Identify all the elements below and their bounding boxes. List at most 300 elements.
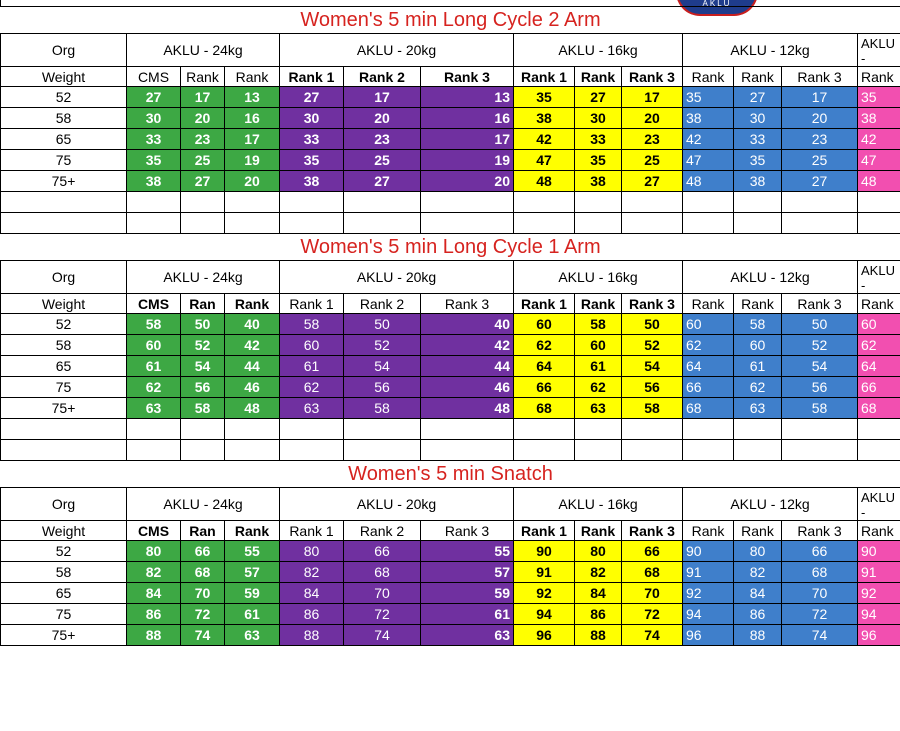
value-cell: 66 bbox=[181, 541, 225, 562]
value-cell: 90 bbox=[858, 541, 900, 562]
blank-row bbox=[1, 440, 900, 461]
weight-cell: 75 bbox=[1, 150, 127, 171]
column-header: Rank 2 bbox=[344, 67, 421, 87]
blank-cell bbox=[575, 213, 622, 234]
group-header: AKLU - bbox=[858, 261, 900, 294]
table-row bbox=[1, 377, 900, 398]
value-cell: 82 bbox=[734, 562, 782, 583]
value-cell: 25 bbox=[782, 150, 858, 171]
blank-cell bbox=[225, 419, 280, 440]
value-cell: 94 bbox=[683, 604, 734, 625]
blank-cell bbox=[127, 192, 181, 213]
value-cell: 91 bbox=[683, 562, 734, 583]
blank-cell bbox=[181, 213, 225, 234]
value-cell: 13 bbox=[225, 87, 280, 108]
subheader-row bbox=[1, 67, 900, 87]
value-cell: 13 bbox=[421, 87, 514, 108]
weight-cell: 75+ bbox=[1, 625, 127, 646]
value-cell: 20 bbox=[622, 108, 683, 129]
value-cell: 80 bbox=[280, 541, 344, 562]
column-header: Rank bbox=[575, 67, 622, 87]
value-cell: 42 bbox=[683, 129, 734, 150]
blank-cell bbox=[734, 440, 782, 461]
value-cell: 38 bbox=[280, 171, 344, 192]
value-cell: 38 bbox=[858, 108, 900, 129]
value-cell: 17 bbox=[421, 129, 514, 150]
blank-cell bbox=[575, 440, 622, 461]
value-cell: 35 bbox=[858, 87, 900, 108]
column-header: Rank 3 bbox=[622, 67, 683, 87]
blank-cell bbox=[280, 192, 344, 213]
value-cell: 38 bbox=[127, 171, 181, 192]
group-header: AKLU - 24kg bbox=[127, 261, 280, 294]
column-header: Rank bbox=[734, 294, 782, 314]
value-cell: 86 bbox=[734, 604, 782, 625]
value-cell: 80 bbox=[734, 541, 782, 562]
blank-cell bbox=[683, 419, 734, 440]
value-cell: 84 bbox=[280, 583, 344, 604]
value-cell: 92 bbox=[514, 583, 575, 604]
value-cell: 60 bbox=[280, 335, 344, 356]
blank-cell bbox=[280, 419, 344, 440]
blank-cell bbox=[734, 213, 782, 234]
value-cell: 62 bbox=[514, 335, 575, 356]
column-header: Rank 1 bbox=[280, 521, 344, 541]
column-header: Rank bbox=[734, 521, 782, 541]
value-cell: 84 bbox=[575, 583, 622, 604]
value-cell: 64 bbox=[514, 356, 575, 377]
value-cell: 54 bbox=[622, 356, 683, 377]
blank-cell bbox=[683, 213, 734, 234]
value-cell: 54 bbox=[782, 356, 858, 377]
value-cell: 68 bbox=[782, 562, 858, 583]
value-cell: 86 bbox=[280, 604, 344, 625]
blank-row bbox=[1, 213, 900, 234]
value-cell: 90 bbox=[683, 541, 734, 562]
column-header: Rank 2 bbox=[344, 294, 421, 314]
blank-cell bbox=[344, 192, 421, 213]
value-cell: 50 bbox=[782, 314, 858, 335]
value-cell: 27 bbox=[734, 87, 782, 108]
weight-cell: 65 bbox=[1, 583, 127, 604]
blank-cell bbox=[127, 440, 181, 461]
value-cell: 58 bbox=[127, 314, 181, 335]
org-label: Org bbox=[1, 34, 127, 67]
column-header: Rank bbox=[575, 294, 622, 314]
value-cell: 64 bbox=[683, 356, 734, 377]
value-cell: 66 bbox=[344, 541, 421, 562]
weight-cell: 65 bbox=[1, 129, 127, 150]
value-cell: 63 bbox=[575, 398, 622, 419]
column-header: Rank 1 bbox=[280, 294, 344, 314]
blank-cell bbox=[782, 419, 858, 440]
weight-cell: 52 bbox=[1, 314, 127, 335]
value-cell: 80 bbox=[575, 541, 622, 562]
blank-cell bbox=[181, 192, 225, 213]
value-cell: 66 bbox=[514, 377, 575, 398]
blank-cell bbox=[344, 419, 421, 440]
value-cell: 92 bbox=[683, 583, 734, 604]
value-cell: 82 bbox=[127, 562, 181, 583]
section-title-row bbox=[1, 7, 900, 34]
value-cell: 47 bbox=[683, 150, 734, 171]
column-header: Rank bbox=[683, 67, 734, 87]
blank-cell bbox=[622, 440, 683, 461]
blank-cell bbox=[622, 192, 683, 213]
value-cell: 57 bbox=[421, 562, 514, 583]
value-cell: 38 bbox=[734, 171, 782, 192]
column-header: Ran bbox=[181, 521, 225, 541]
value-cell: 20 bbox=[421, 171, 514, 192]
value-cell: 61 bbox=[280, 356, 344, 377]
value-cell: 42 bbox=[225, 335, 280, 356]
column-header: Rank bbox=[858, 521, 900, 541]
value-cell: 63 bbox=[127, 398, 181, 419]
blank-cell bbox=[734, 192, 782, 213]
group-header: AKLU - bbox=[858, 488, 900, 521]
value-cell: 58 bbox=[782, 398, 858, 419]
value-cell: 68 bbox=[622, 562, 683, 583]
value-cell: 74 bbox=[181, 625, 225, 646]
value-cell: 46 bbox=[225, 377, 280, 398]
value-cell: 58 bbox=[344, 398, 421, 419]
value-cell: 25 bbox=[181, 150, 225, 171]
column-header: Rank 3 bbox=[622, 294, 683, 314]
value-cell: 58 bbox=[575, 314, 622, 335]
value-cell: 38 bbox=[575, 171, 622, 192]
value-cell: 94 bbox=[858, 604, 900, 625]
value-cell: 62 bbox=[280, 377, 344, 398]
section-title-row bbox=[1, 461, 900, 488]
column-header: Rank bbox=[225, 67, 280, 87]
value-cell: 30 bbox=[575, 108, 622, 129]
blank-cell bbox=[421, 192, 514, 213]
blank-cell bbox=[1, 419, 127, 440]
value-cell: 66 bbox=[683, 377, 734, 398]
value-cell: 60 bbox=[514, 314, 575, 335]
value-cell: 50 bbox=[344, 314, 421, 335]
column-header: Rank 3 bbox=[782, 521, 858, 541]
table-row bbox=[1, 150, 900, 171]
value-cell: 56 bbox=[181, 377, 225, 398]
group-header: AKLU - 24kg bbox=[127, 34, 280, 67]
value-cell: 55 bbox=[421, 541, 514, 562]
value-cell: 50 bbox=[181, 314, 225, 335]
org-row bbox=[1, 34, 900, 67]
value-cell: 86 bbox=[127, 604, 181, 625]
value-cell: 48 bbox=[225, 398, 280, 419]
blank-cell bbox=[622, 213, 683, 234]
value-cell: 52 bbox=[344, 335, 421, 356]
subheader-row bbox=[1, 294, 900, 314]
value-cell: 91 bbox=[514, 562, 575, 583]
value-cell: 63 bbox=[421, 625, 514, 646]
table-row bbox=[1, 129, 900, 150]
column-header: Rank bbox=[858, 294, 900, 314]
value-cell: 94 bbox=[514, 604, 575, 625]
value-cell: 52 bbox=[622, 335, 683, 356]
blank-cell bbox=[421, 440, 514, 461]
group-header: AKLU - 24kg bbox=[127, 488, 280, 521]
org-row bbox=[1, 261, 900, 294]
weight-cell: 52 bbox=[1, 541, 127, 562]
value-cell: 25 bbox=[622, 150, 683, 171]
blank-cell bbox=[225, 440, 280, 461]
group-header: AKLU - 20kg bbox=[280, 488, 514, 521]
org-row bbox=[1, 488, 900, 521]
value-cell: 66 bbox=[622, 541, 683, 562]
value-cell: 27 bbox=[782, 171, 858, 192]
value-cell: 16 bbox=[421, 108, 514, 129]
blank-cell bbox=[514, 213, 575, 234]
column-header: Rank bbox=[575, 521, 622, 541]
weight-cell: 58 bbox=[1, 108, 127, 129]
value-cell: 60 bbox=[575, 335, 622, 356]
blank-cell bbox=[181, 440, 225, 461]
value-cell: 17 bbox=[622, 87, 683, 108]
value-cell: 23 bbox=[181, 129, 225, 150]
column-header: Rank 3 bbox=[421, 521, 514, 541]
column-header: Rank 1 bbox=[514, 294, 575, 314]
value-cell: 35 bbox=[575, 150, 622, 171]
column-header: Rank bbox=[181, 67, 225, 87]
blank-cell bbox=[858, 213, 900, 234]
column-header: Rank bbox=[734, 67, 782, 87]
blank-cell bbox=[181, 419, 225, 440]
value-cell: 60 bbox=[683, 314, 734, 335]
group-header: AKLU - 12kg bbox=[683, 34, 858, 67]
blank-cell bbox=[683, 440, 734, 461]
value-cell: 64 bbox=[858, 356, 900, 377]
value-cell: 60 bbox=[734, 335, 782, 356]
section-title: Women's 5 min Long Cycle 1 Arm bbox=[1, 234, 900, 261]
column-header: CMS bbox=[127, 67, 181, 87]
table-row bbox=[1, 583, 900, 604]
value-cell: 70 bbox=[782, 583, 858, 604]
value-cell: 33 bbox=[280, 129, 344, 150]
blank-cell bbox=[622, 419, 683, 440]
value-cell: 30 bbox=[127, 108, 181, 129]
group-header: AKLU - 16kg bbox=[514, 488, 683, 521]
value-cell: 72 bbox=[782, 604, 858, 625]
value-cell: 92 bbox=[858, 583, 900, 604]
value-cell: 52 bbox=[181, 335, 225, 356]
value-cell: 58 bbox=[734, 314, 782, 335]
column-header: Rank 3 bbox=[782, 67, 858, 87]
value-cell: 19 bbox=[421, 150, 514, 171]
blank-cell bbox=[782, 440, 858, 461]
weight-cell: 52 bbox=[1, 87, 127, 108]
value-cell: 59 bbox=[421, 583, 514, 604]
column-header: Rank 3 bbox=[622, 521, 683, 541]
column-header: Rank 2 bbox=[344, 521, 421, 541]
value-cell: 48 bbox=[514, 171, 575, 192]
blank-cell bbox=[421, 213, 514, 234]
value-cell: 54 bbox=[344, 356, 421, 377]
table-row bbox=[1, 108, 900, 129]
value-cell: 56 bbox=[782, 377, 858, 398]
group-header: AKLU - 20kg bbox=[280, 261, 514, 294]
value-cell: 55 bbox=[225, 541, 280, 562]
value-cell: 68 bbox=[344, 562, 421, 583]
column-header: Rank bbox=[858, 67, 900, 87]
group-header: AKLU - 12kg bbox=[683, 261, 858, 294]
org-label: Org bbox=[1, 488, 127, 521]
value-cell: 74 bbox=[622, 625, 683, 646]
column-header: CMS bbox=[127, 294, 181, 314]
value-cell: 63 bbox=[280, 398, 344, 419]
blank-cell bbox=[858, 440, 900, 461]
value-cell: 60 bbox=[127, 335, 181, 356]
value-cell: 33 bbox=[575, 129, 622, 150]
value-cell: 38 bbox=[514, 108, 575, 129]
value-cell: 74 bbox=[344, 625, 421, 646]
value-cell: 35 bbox=[280, 150, 344, 171]
value-cell: 91 bbox=[858, 562, 900, 583]
column-header: Rank bbox=[225, 294, 280, 314]
column-header: CMS bbox=[127, 521, 181, 541]
column-header: Rank 1 bbox=[280, 67, 344, 87]
value-cell: 46 bbox=[421, 377, 514, 398]
value-cell: 68 bbox=[858, 398, 900, 419]
value-cell: 63 bbox=[225, 625, 280, 646]
value-cell: 20 bbox=[181, 108, 225, 129]
logo-text: AKLU bbox=[702, 0, 732, 8]
column-header: Rank 3 bbox=[421, 67, 514, 87]
blank-cell bbox=[734, 419, 782, 440]
blank-cell bbox=[127, 419, 181, 440]
blank-cell bbox=[344, 213, 421, 234]
table-row bbox=[1, 562, 900, 583]
blank-cell bbox=[782, 213, 858, 234]
value-cell: 60 bbox=[858, 314, 900, 335]
column-header: Ran bbox=[181, 294, 225, 314]
blank-cell bbox=[683, 192, 734, 213]
value-cell: 61 bbox=[734, 356, 782, 377]
value-cell: 58 bbox=[280, 314, 344, 335]
value-cell: 63 bbox=[734, 398, 782, 419]
value-cell: 44 bbox=[421, 356, 514, 377]
value-cell: 42 bbox=[858, 129, 900, 150]
group-header: AKLU - 12kg bbox=[683, 488, 858, 521]
value-cell: 16 bbox=[225, 108, 280, 129]
value-cell: 56 bbox=[622, 377, 683, 398]
value-cell: 82 bbox=[575, 562, 622, 583]
value-cell: 68 bbox=[181, 562, 225, 583]
table-row bbox=[1, 398, 900, 419]
value-cell: 35 bbox=[683, 87, 734, 108]
value-cell: 61 bbox=[421, 604, 514, 625]
value-cell: 96 bbox=[858, 625, 900, 646]
blank-cell bbox=[421, 419, 514, 440]
value-cell: 74 bbox=[782, 625, 858, 646]
value-cell: 52 bbox=[782, 335, 858, 356]
value-cell: 66 bbox=[858, 377, 900, 398]
value-cell: 30 bbox=[280, 108, 344, 129]
blank-cell bbox=[225, 213, 280, 234]
value-cell: 19 bbox=[225, 150, 280, 171]
value-cell: 59 bbox=[225, 583, 280, 604]
weight-cell: 75+ bbox=[1, 171, 127, 192]
value-cell: 17 bbox=[782, 87, 858, 108]
value-cell: 62 bbox=[858, 335, 900, 356]
column-header: Rank bbox=[225, 521, 280, 541]
table-row bbox=[1, 541, 900, 562]
weight-label: Weight bbox=[1, 294, 127, 314]
value-cell: 27 bbox=[127, 87, 181, 108]
value-cell: 30 bbox=[734, 108, 782, 129]
weight-cell: 65 bbox=[1, 356, 127, 377]
value-cell: 38 bbox=[683, 108, 734, 129]
blank-cell bbox=[575, 192, 622, 213]
blank-cell bbox=[782, 192, 858, 213]
value-cell: 33 bbox=[127, 129, 181, 150]
weight-label: Weight bbox=[1, 67, 127, 87]
table-row bbox=[1, 604, 900, 625]
column-header: Rank 1 bbox=[514, 521, 575, 541]
weight-cell: 75+ bbox=[1, 398, 127, 419]
value-cell: 57 bbox=[225, 562, 280, 583]
value-cell: 61 bbox=[575, 356, 622, 377]
value-cell: 84 bbox=[734, 583, 782, 604]
value-cell: 47 bbox=[514, 150, 575, 171]
blank-cell bbox=[1, 213, 127, 234]
column-header: Rank bbox=[683, 521, 734, 541]
value-cell: 88 bbox=[127, 625, 181, 646]
table-row bbox=[1, 625, 900, 646]
value-cell: 20 bbox=[344, 108, 421, 129]
value-cell: 17 bbox=[181, 87, 225, 108]
value-cell: 96 bbox=[683, 625, 734, 646]
section-title-row bbox=[1, 234, 900, 261]
blank-cell bbox=[858, 192, 900, 213]
value-cell: 72 bbox=[344, 604, 421, 625]
blank-cell bbox=[858, 419, 900, 440]
value-cell: 27 bbox=[181, 171, 225, 192]
value-cell: 27 bbox=[575, 87, 622, 108]
value-cell: 35 bbox=[127, 150, 181, 171]
blank-cell bbox=[127, 213, 181, 234]
value-cell: 48 bbox=[421, 398, 514, 419]
group-header: AKLU - 16kg bbox=[514, 34, 683, 67]
value-cell: 61 bbox=[127, 356, 181, 377]
weight-cell: 75 bbox=[1, 377, 127, 398]
table-row bbox=[1, 87, 900, 108]
column-header: Rank 3 bbox=[421, 294, 514, 314]
value-cell: 17 bbox=[344, 87, 421, 108]
value-cell: 23 bbox=[622, 129, 683, 150]
group-header: AKLU - 20kg bbox=[280, 34, 514, 67]
blank-cell bbox=[1, 192, 127, 213]
blank-cell bbox=[225, 192, 280, 213]
value-cell: 47 bbox=[858, 150, 900, 171]
value-cell: 70 bbox=[622, 583, 683, 604]
value-cell: 80 bbox=[127, 541, 181, 562]
weight-cell: 75 bbox=[1, 604, 127, 625]
table-body bbox=[1, 0, 900, 646]
value-cell: 70 bbox=[181, 583, 225, 604]
value-cell: 27 bbox=[344, 171, 421, 192]
value-cell: 50 bbox=[622, 314, 683, 335]
value-cell: 62 bbox=[734, 377, 782, 398]
table-row bbox=[1, 314, 900, 335]
value-cell: 86 bbox=[575, 604, 622, 625]
value-cell: 27 bbox=[280, 87, 344, 108]
value-cell: 88 bbox=[280, 625, 344, 646]
blank-cell bbox=[344, 440, 421, 461]
value-cell: 48 bbox=[858, 171, 900, 192]
blank-cell bbox=[514, 192, 575, 213]
